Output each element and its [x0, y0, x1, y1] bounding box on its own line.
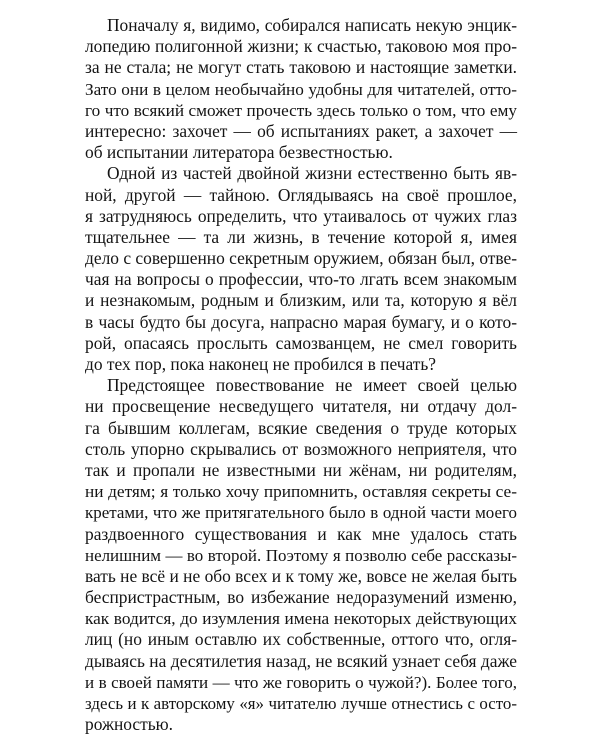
text-line: дело с совершенно секретным оружием, обязан был, отве- [85, 248, 517, 269]
text-line: вать не всё и не обо всех и к тому же, вовсе не желая быть [85, 565, 517, 586]
text-line: лопедию полигонной жизни; к счастью, таковою моя про- [85, 36, 517, 57]
text-line: ни детям; я только хочу припомнить, оставляя секреты се- [85, 482, 517, 502]
text-line: так и пропали не известными ни жёнам, ни родителям, [85, 459, 517, 480]
text-line: дываясь на десятилетия назад, не всякий узнает себя даже [85, 650, 517, 671]
text-line: Зато они в целом необычайно удобны для читателей, отто- [85, 79, 517, 99]
text-line: тщательнее — та ли жизнь, в течение которой я, имея [85, 226, 517, 247]
text-line: здесь и к авторскому «я» читателю лучше отнестись с осто- [85, 694, 517, 713]
text-line: Одной из частей двойной жизни естественно быть яв- [107, 163, 517, 184]
text-line: га бывшим коллегам, всякие сведения о труде которых [85, 417, 517, 438]
paragraph-3 [85, 375, 517, 735]
text-line: интересно: захочет — об испытаниях ракет, а захочет — [85, 120, 517, 141]
text-line: Поначалу я, видимо, собирался написать некую энцик- [107, 15, 517, 35]
text-line: раздвоенного существования и как мне удалось стать [85, 523, 517, 544]
text-line: за не стала; не могут стать таковою и настоящие заметки. [85, 57, 517, 78]
text-line: и в своей памяти — что же говорить о чужой?). Более того, [85, 672, 517, 692]
text-line: Предстоящее повествование не имеет своей целью [107, 375, 517, 396]
text-line: я затрудняюсь определить, что утаивалось от чужих глаз [85, 205, 517, 226]
text-line: рожностью. [85, 714, 173, 735]
text-line: об испытании литератора безвестностью. [85, 142, 393, 163]
text-line: рой, опасаясь прослыть самозванцем, не смел говорить [85, 332, 517, 353]
text-line: лиц (но иным оставлю их собственные, оттого что, огля- [85, 629, 517, 650]
text-line: как водится, до изумления имена некоторых действующих [85, 609, 517, 629]
paragraph-1 [85, 15, 517, 163]
text-line: и незнакомым, родным и близким, или та, которую я вёл [85, 290, 517, 311]
text-line: беспристрастным, во избежание недоразумений изменю, [85, 587, 517, 608]
text-line: нелишним — во второй. Поэтому я позволю себе рассказы- [85, 545, 517, 565]
text-line: столь упорно скрывались от возможного неприятеля, что [85, 438, 517, 459]
text-line: до тех пор, пока наконец не пробился в печать? [85, 354, 437, 374]
text-line: го что всякий сможет прочесть здесь только о том, что ему [85, 100, 517, 120]
text-line: ной, другой — тайною. Оглядываясь на своё прошлое, [85, 184, 517, 205]
text-line: в часы будто бы досуга, напрасно марая бумагу, и о кото- [85, 311, 517, 332]
paragraph-2 [85, 163, 517, 375]
text-line: чая на вопросы о профессии, что-то лгать всем знакомым [85, 269, 517, 290]
text-line: ни просвещение несведущего читателя, ни отдачу дол- [85, 396, 517, 417]
body-text [85, 15, 517, 735]
text-line: кретами, что же притягательного было в одной части моего [85, 503, 517, 523]
